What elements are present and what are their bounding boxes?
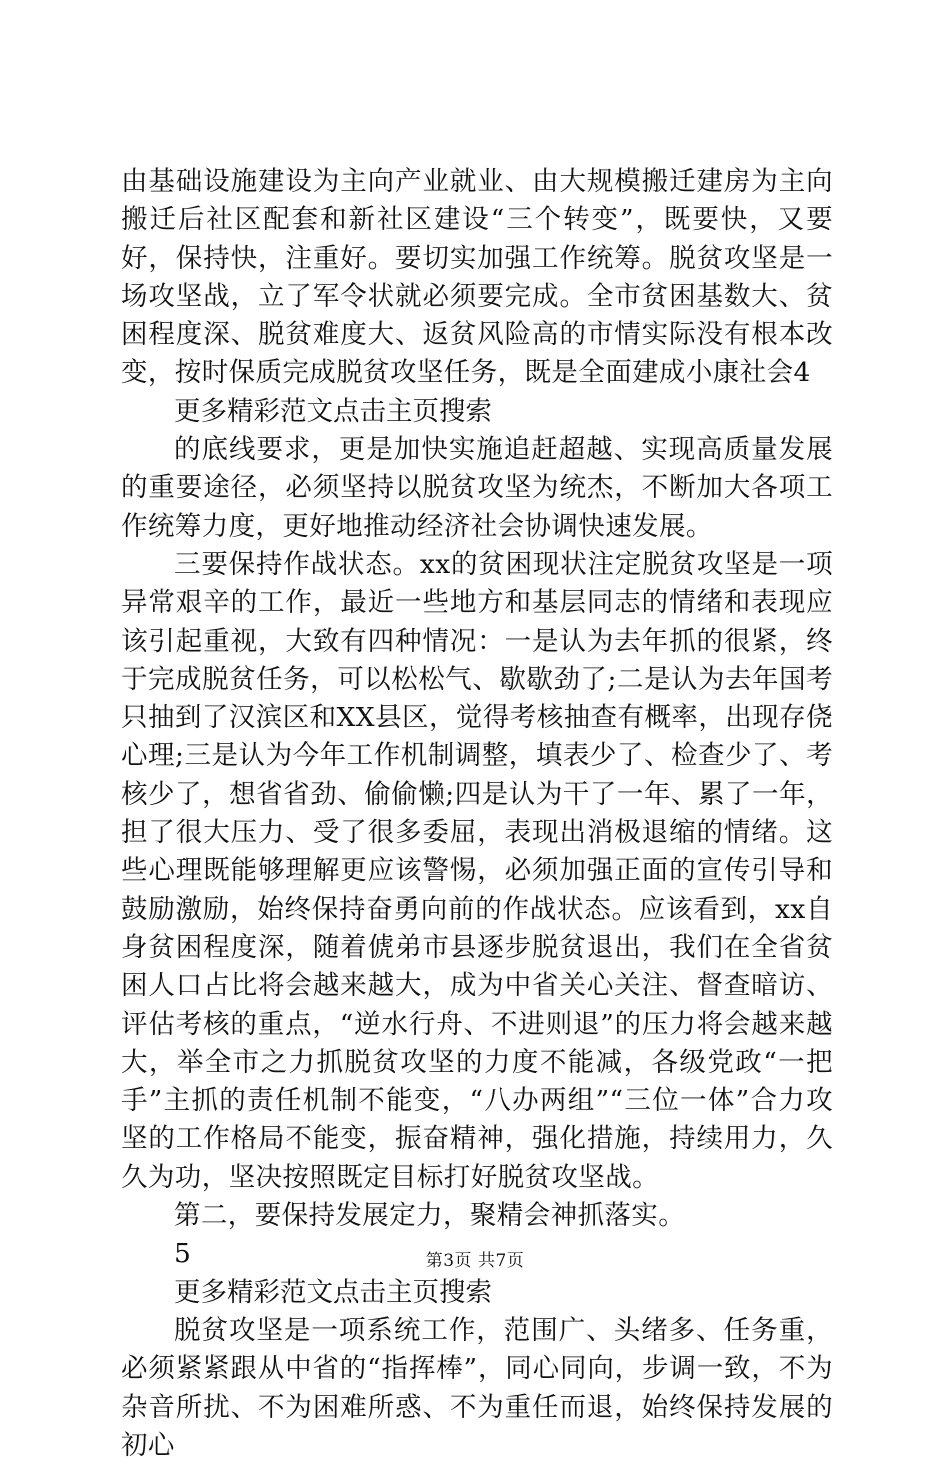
promo-text: 更多精彩范文点击主页搜索 xyxy=(174,395,492,427)
section-heading: 第二，要保持发展定力，聚精会神抓落实。 xyxy=(174,1200,686,1232)
paragraph-section-three: 三要保持作战状态。xx的贫困现状注定脱贫攻坚是一项异常艰辛的工作，最近一些地方和基层同志的情绪和表现应该引起重视，大致有四种情况：一是认为去年抓的很紧，终于完成脱贫任务，可以松松气、歇歇劲了;二是认为去年国考只抽到了汉滨区和XX县区，觉得考核抽查有概率，出现存侥心理;三是认为今年工作机制调整，填表少了、检查少了、考核少了，想省省劲、偷偷懒;四是认为干了一年、累了一年，担了很大压力、受了很多委屈，表现出消极退缩的情绪。这些心理既能够理解更应该警惕，必须加强正面的宣传引导和鼓励激励，始终保持奋勇向前的作战状态。应该看到，xx自身贫困程度深，随着俿弟市县逐步脱贫退出，我们在全省贫困人口占比将会越来越大，成为中省关心关注、督查暗访、评估考核的重点，“逆水行舟、不进则退”的压力将会越来越大，举全市之力抓脱贫攻坚的力度不能减，各级党政“一把手”主抓的责任机制不能变，“八办两组”“三位一体”合力攻坚的工作格局不能变，振奋精神，强化措施，持续用力，久久为功，坚决按照既定目标打好脱贫攻坚战。 xyxy=(121,548,833,1193)
paragraph-continuation: 的底线要求，更是加快实施追赶超越、实现高质量发展的重要途径，必须坚持以脱贫攻坚为统杰，不断加大各项工作统筹力度，更好地推动经济社会协调快速发展。 xyxy=(121,434,833,542)
page-footer: 第3页 共7页 xyxy=(425,1251,525,1271)
page-marker: 5 xyxy=(174,1238,191,1270)
paragraph: 脱贫攻坚是一项系统工作，范围广、头绪多、任务重，必须紧紧跟从中省的“指挥棒”，同心同向，步调一致，不为杂音所扰、不为困难所惑、不为重任而退，始终保持发展的初心 xyxy=(121,1314,833,1461)
paragraph-continuation: 由基础设施建设为主向产业就业、由大规模搬迁建房为主向搬迁后社区配套和新社区建设“三个转变”，既要快，又要好，保持快，注重好。要切实加强工作统筹。脱贫攻坚是一场攻坚战，立了军令状就必须要完成。全市贫困基数大、贫困程度深、脱贫难度大、返贫风险高的市情实际没有根本改变，按时保质完成脱贫攻坚任务，既是全面建成小康社会4 xyxy=(121,166,833,389)
promo-text: 更多精彩范文点击主页搜索 xyxy=(174,1276,492,1308)
